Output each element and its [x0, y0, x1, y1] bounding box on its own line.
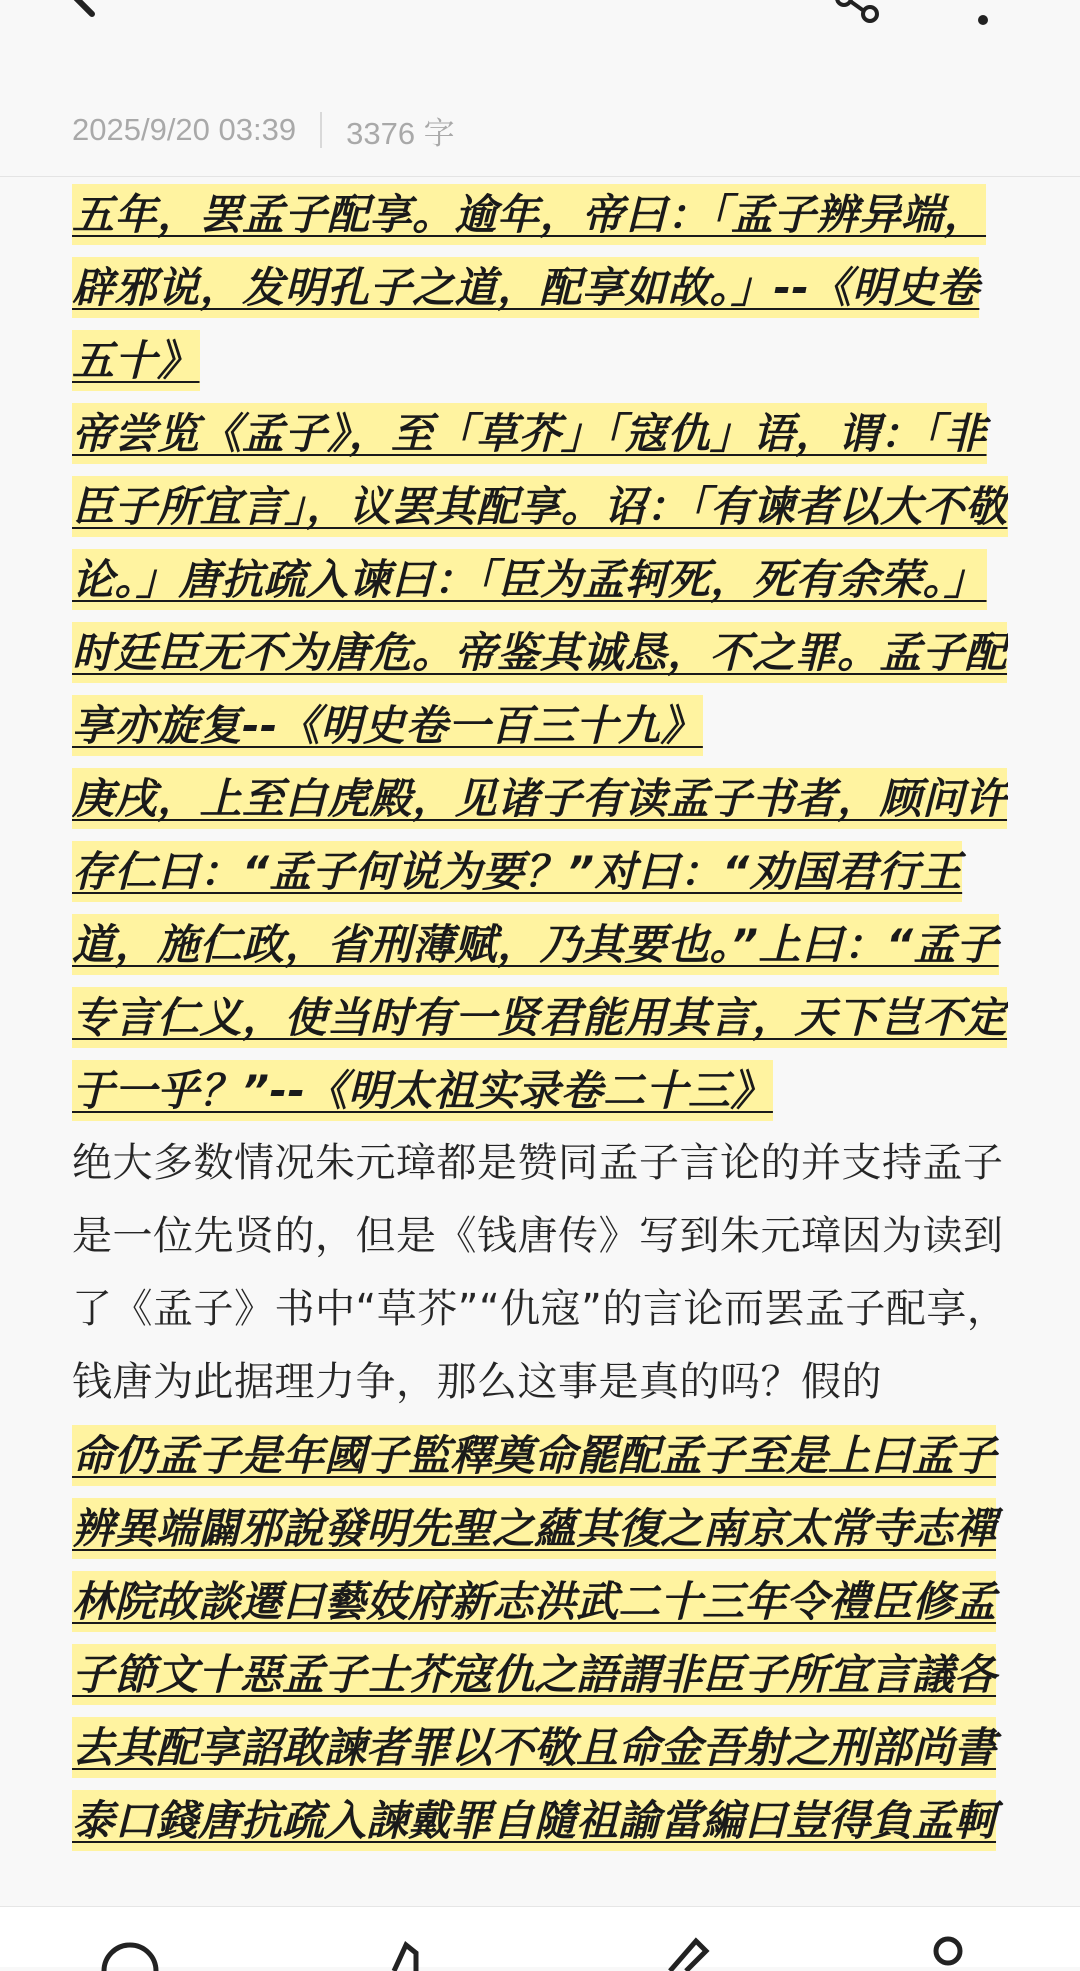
highlighted-quote — [72, 397, 1008, 762]
quote-text: 庚戌，上至白虎殿，见诸子有读孟子书者，顾问许存仁曰：“孟子何说为要？”对曰：“劝国君行王道，施仁政，省刑薄赋，乃其要也。”上曰：“孟子专言仁义，使当时有一贤君能用其言，天下岂不定于一乎？”--《明太祖实录卷二十三》 — [72, 768, 1007, 1121]
quote-text: 五年，罢孟子配享。逾年，帝曰：「孟子辨异端，辟邪说，发明孔子之道，配享如故。」--《明史卷五十》 — [72, 184, 986, 391]
highlighted-quote — [72, 762, 1008, 1127]
body-paragraph: 绝大多数情况朱元璋都是赞同孟子言论的并支持孟子是一位先贤的，但是《钱唐传》写到朱元璋因为读到了《孟子》书中“草芥”“仇寇”的言论而罢孟子配享，钱唐为此据理力争，那么这事是真的吗？假的 — [72, 1140, 1008, 1405]
top-bar — [0, 0, 1080, 60]
quote-text: 命仍孟子是年國子監釋奠命罷配孟子至是上曰孟子辨異端闢邪說發明先聖之蘊其復之南京太常寺志禪林院故談遷曰藝妓府新志洪武二十三年令禮臣修孟子節文十惡孟子士芥寇仇之語謂非臣子所宜言議各去其配享詔敢諫者罪以不敬且命金吾射之刑部尚書泰口錢唐抗疏入諫戴罪自隨祖諭當編曰豈得負孟軻 — [72, 1425, 996, 1851]
header-divider — [0, 176, 1080, 177]
more-vertical-icon[interactable] — [968, 0, 998, 30]
article-meta — [72, 105, 455, 155]
highlighted-quote — [72, 178, 1008, 397]
quote-text: 帝尝览《孟子》，至「草芥」「寇仇」语，谓：「非臣子所宜言」，议罢其配享。诏：「有谏者以大不敬论。」唐抗疏入谏曰：「臣为孟轲死，死有余荣。」时廷臣无不为唐危。帝鉴其诚恳，不之罪。孟子配享亦旋复--《明史卷一百三十九》 — [72, 403, 1008, 756]
meta-separator — [320, 112, 322, 148]
highlighted-quote — [72, 1419, 1008, 1857]
edit-icon[interactable] — [660, 1931, 710, 1971]
like-icon[interactable] — [380, 1931, 430, 1971]
word-count: 3376 字 — [346, 115, 455, 151]
back-arrow-icon[interactable] — [60, 0, 130, 30]
bottom-toolbar — [0, 1906, 1080, 1967]
article-content — [72, 178, 1008, 1906]
publish-date: 2025/9/20 03:39 — [72, 112, 297, 147]
profile-icon[interactable] — [928, 1931, 968, 1971]
comment-icon[interactable] — [100, 1931, 160, 1971]
share-icon[interactable] — [832, 0, 882, 30]
